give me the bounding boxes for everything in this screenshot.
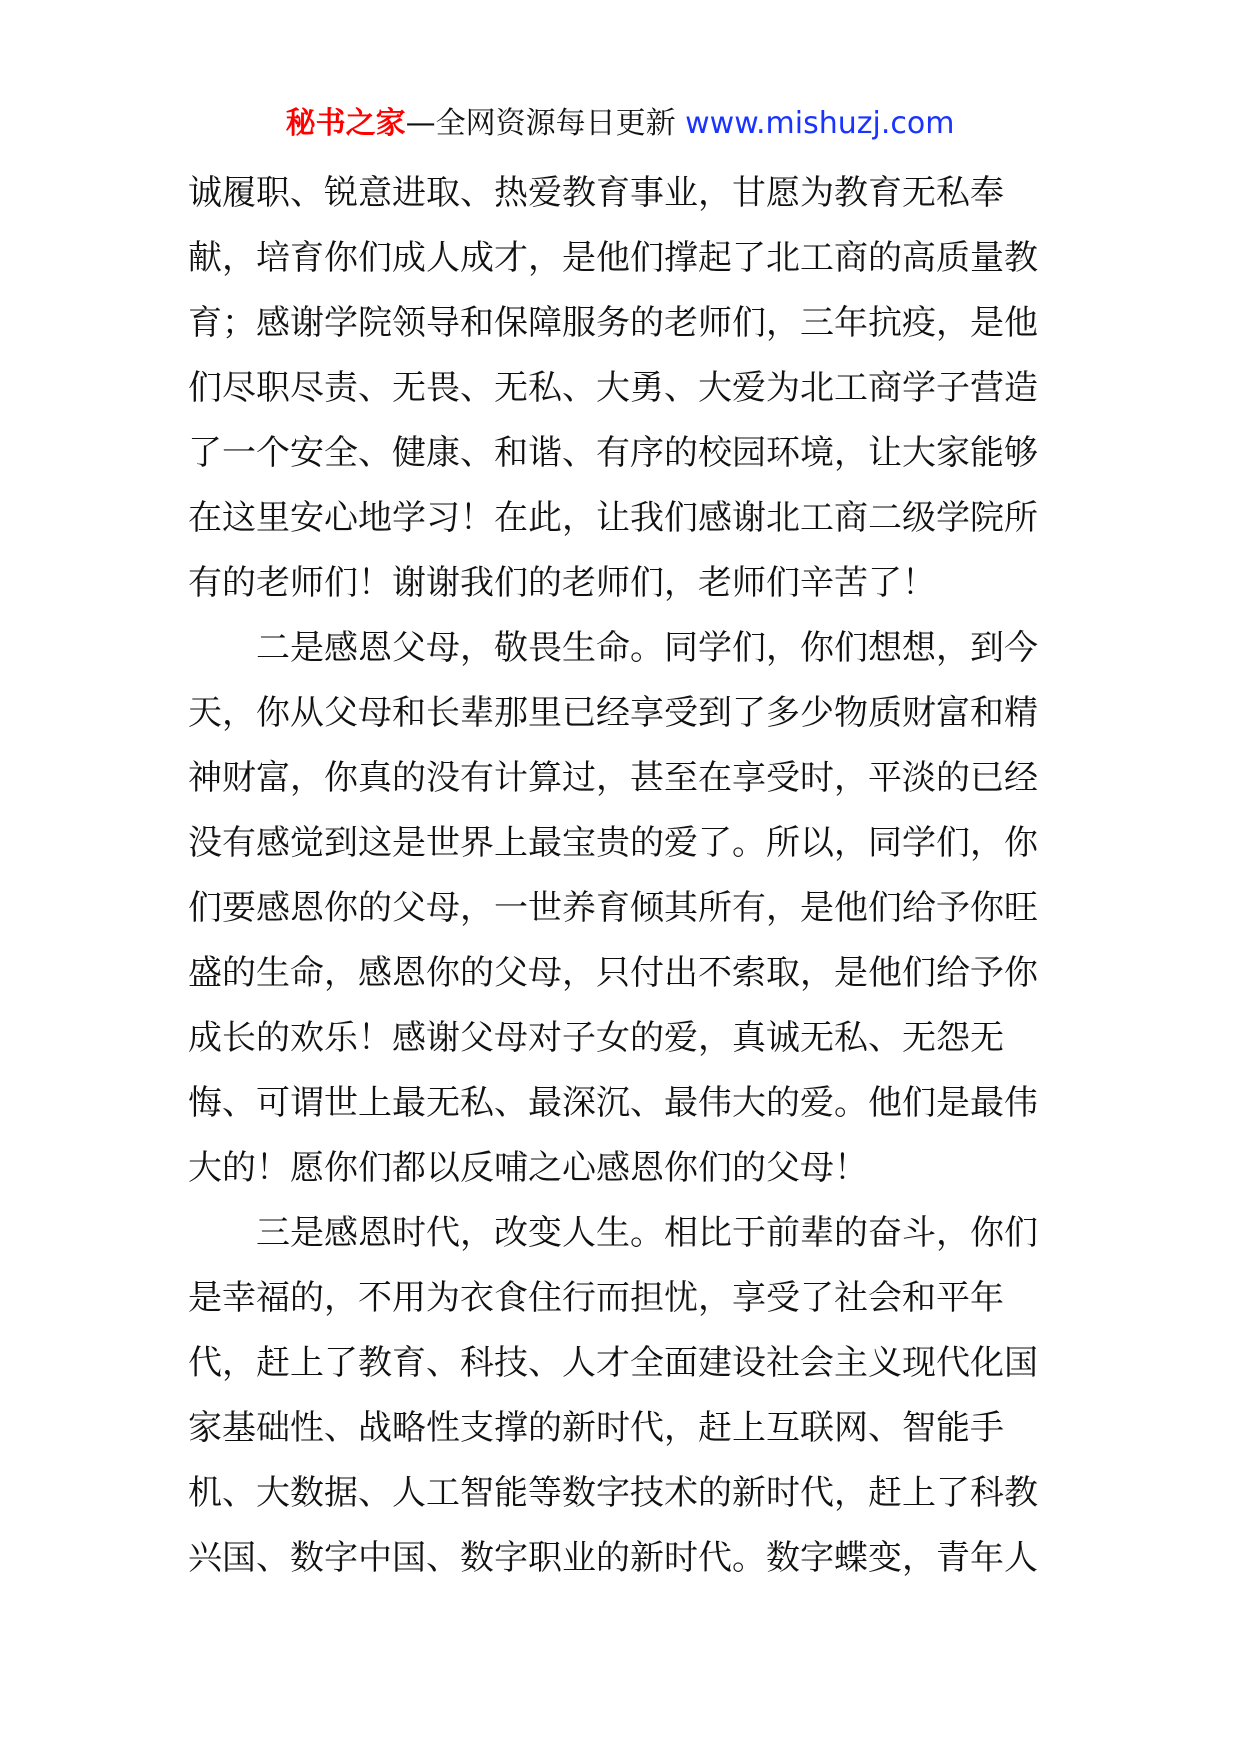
text-line: 是幸福的，不用为衣食住行而担忧，享受了社会和平年: [188, 1278, 1004, 1318]
text-line: 诚履职、锐意进取、热爱教育事业，甘愿为教育无私奉: [188, 173, 1004, 213]
text-line: 三是感恩时代，改变人生。相比于前辈的奋斗，你们: [188, 1213, 1038, 1253]
document-body: [188, 161, 1052, 1591]
text-line: 神财富，你真的没有计算过，甚至在享受时，平淡的已经: [188, 758, 1038, 798]
text-line: 天，你从父母和长辈那里已经享受到了多少物质财富和精: [188, 693, 1038, 733]
text-line: 在这里安心地学习！在此，让我们感谢北工商二级学院所: [188, 498, 1038, 538]
text-line: 兴国、数字中国、数字职业的新时代。数字蝶变，青年人: [188, 1538, 1038, 1578]
text-line: 献，培育你们成人成才，是他们撑起了北工商的高质量教: [188, 238, 1038, 278]
text-line: 家基础性、战略性支撑的新时代，赶上互联网、智能手: [188, 1408, 1004, 1448]
text-line: 育；感谢学院领导和保障服务的老师们，三年抗疫，是他: [188, 303, 1038, 343]
text-line: 悔、可谓世上最无私、最深沉、最伟大的爱。他们是最伟: [188, 1083, 1038, 1123]
text-line: 们要感恩你的父母，一世养育倾其所有，是他们给予你旺: [188, 888, 1038, 928]
header-slogan: —全网资源每日更新: [405, 106, 676, 141]
text-line: 成长的欢乐！感谢父母对子女的爱，真诚无私、无怨无: [188, 1018, 1004, 1058]
page-header: [0, 104, 1240, 144]
header-url-link[interactable]: www.mishuzj.com: [685, 106, 955, 141]
text-line: 们尽职尽责、无畏、无私、大勇、大爱为北工商学子营造: [188, 368, 1038, 408]
text-line: 没有感觉到这是世界上最宝贵的爱了。所以，同学们，你: [188, 823, 1038, 863]
text-line: 有的老师们！谢谢我们的老师们，老师们辛苦了！: [188, 563, 936, 603]
text-line: 机、大数据、人工智能等数字技术的新时代，赶上了科教: [188, 1473, 1038, 1513]
text-line: 代，赶上了教育、科技、人才全面建设社会主义现代化国: [188, 1343, 1038, 1383]
text-line: 了一个安全、健康、和谐、有序的校园环境，让大家能够: [188, 433, 1038, 473]
text-line: 二是感恩父母，敬畏生命。同学们，你们想想，到今: [188, 628, 1038, 668]
text-line: 盛的生命，感恩你的父母，只付出不索取，是他们给予你: [188, 953, 1038, 993]
header-brand: 秘书之家: [285, 106, 406, 141]
text-line: 大的！愿你们都以反哺之心感恩你们的父母！: [188, 1148, 868, 1188]
